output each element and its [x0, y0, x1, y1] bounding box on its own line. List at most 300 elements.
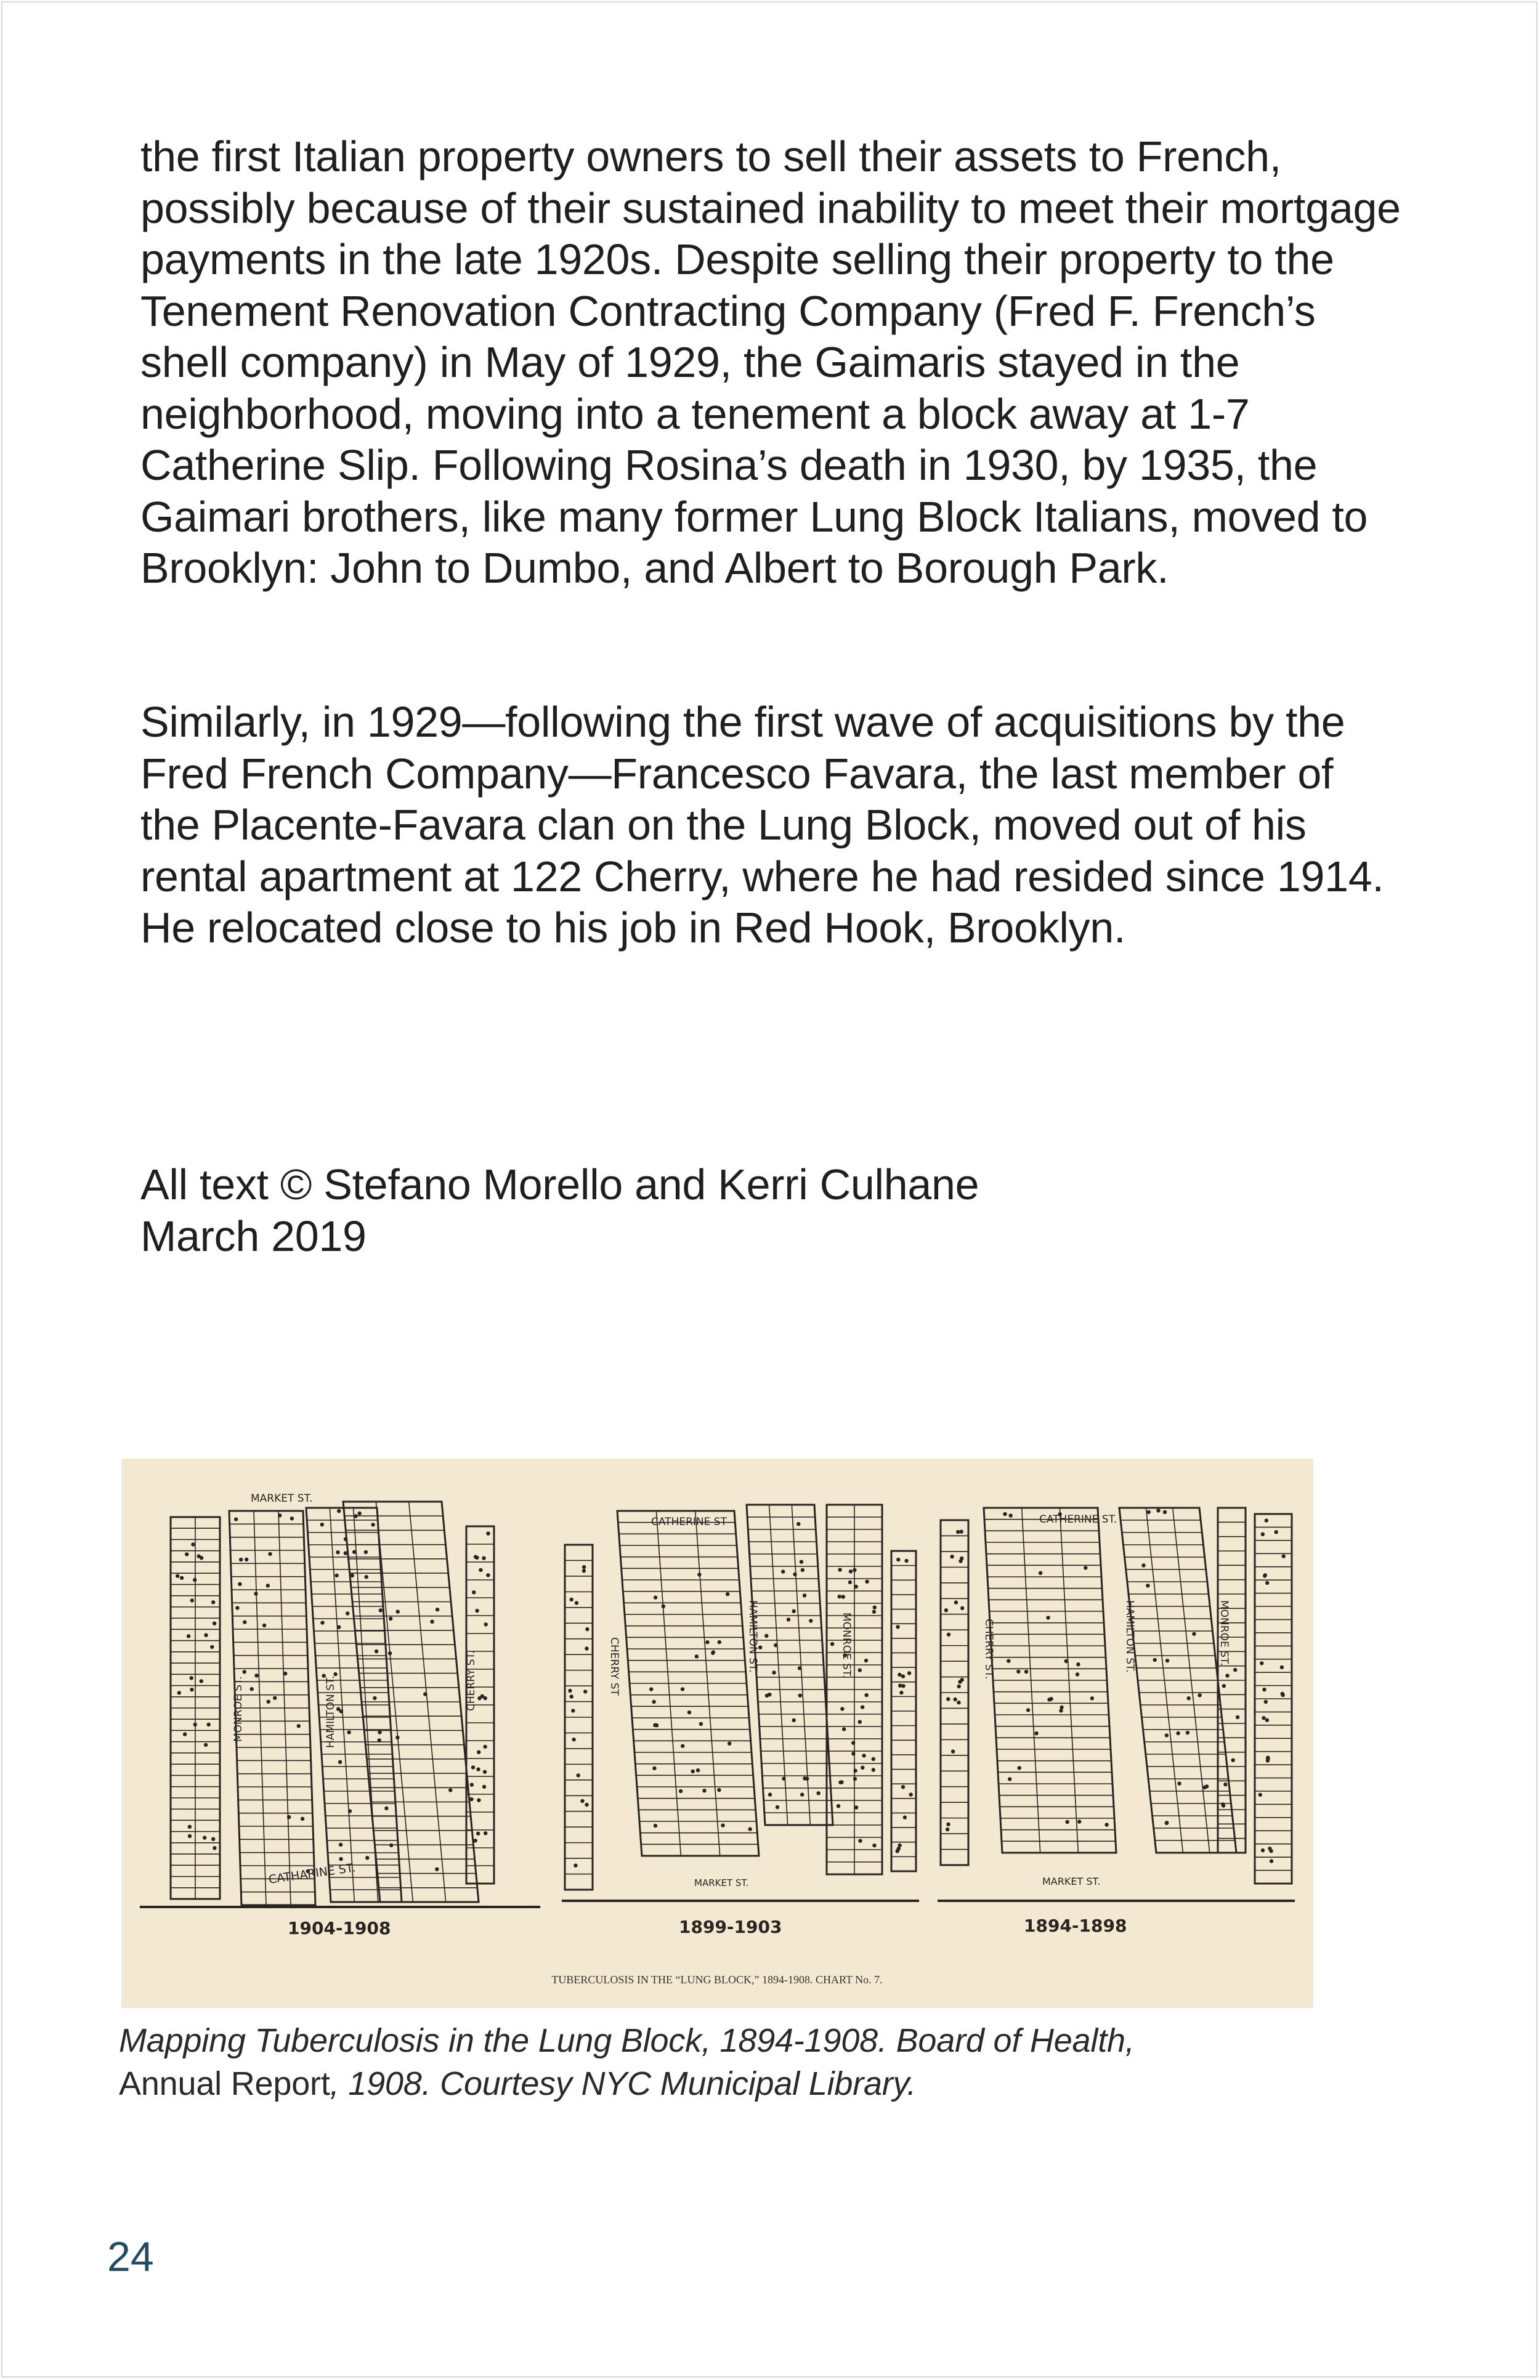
map-tb-case-dot [1266, 1759, 1270, 1762]
map-tb-case-dot [854, 1585, 858, 1589]
map-tb-case-dot [250, 1687, 254, 1691]
map-tb-case-dot [1261, 1848, 1265, 1852]
map-tb-case-dot [1222, 1803, 1225, 1807]
map-tb-case-dot [853, 1568, 856, 1572]
map-tb-case-dot [853, 1777, 857, 1781]
map-tb-case-dot [1007, 1659, 1010, 1662]
map-tb-case-dot [471, 1765, 475, 1769]
map-tb-case-dot [1003, 1512, 1007, 1516]
map-tb-case-dot [211, 1837, 215, 1841]
map-tb-case-dot [1275, 1530, 1278, 1534]
panel-2-street-catherine: CATHERINE ST [651, 1516, 727, 1528]
map-tb-case-dot [958, 1559, 962, 1563]
map-tb-case-dot [352, 1550, 356, 1554]
panel-1-street-hamilton: HAMILTON ST. [325, 1675, 337, 1748]
map-tb-case-dot [338, 1760, 342, 1764]
map-tb-case-dot [1064, 1659, 1068, 1663]
map-tb-case-dot [200, 1679, 203, 1683]
map-tb-case-dot [798, 1666, 801, 1670]
map-tb-case-dot [904, 1559, 908, 1563]
map-tb-case-dot [849, 1569, 853, 1573]
map-tb-case-dot [477, 1799, 480, 1802]
caption-title: Mapping Tuberculosis in the Lung Block, 1894-1908. Board of Health, [119, 2022, 1135, 2059]
map-tb-case-dot [347, 1730, 351, 1734]
map-tb-case-dot [1258, 1793, 1262, 1797]
map-tb-case-dot [190, 1598, 194, 1602]
panel-3-street-market: MARKET ST. [1042, 1876, 1101, 1887]
map-tb-case-dot [862, 1754, 865, 1757]
map-tb-case-dot [472, 1590, 476, 1594]
map-tb-case-dot [188, 1834, 192, 1838]
map-tb-case-dot [1034, 1731, 1038, 1735]
map-tb-case-dot [213, 1846, 216, 1850]
map-tb-case-dot [1269, 1849, 1273, 1853]
panel-2-period-label: 1899-1903 [679, 1917, 782, 1937]
map-tb-case-dot [865, 1693, 869, 1697]
map-tb-case-dot [375, 1649, 378, 1653]
map-tb-case-dot [193, 1578, 197, 1582]
map-tb-case-dot [1141, 1563, 1145, 1567]
map-tb-case-dot [960, 1678, 964, 1682]
map-tb-case-dot [243, 1620, 246, 1624]
map-tb-case-dot [872, 1844, 876, 1847]
map-tb-case-dot [721, 1823, 724, 1827]
map-tb-case-dot [711, 1651, 715, 1655]
map-tb-case-dot [796, 1522, 800, 1526]
map-tb-case-dot [873, 1606, 877, 1609]
map-tb-case-dot [336, 1550, 339, 1554]
map-tb-case-dot [858, 1720, 862, 1723]
map-tb-case-dot [573, 1864, 577, 1868]
map-tb-case-dot [176, 1574, 179, 1578]
map-tb-case-dot [486, 1573, 490, 1577]
map-tb-case-dot [1090, 1696, 1094, 1700]
map-tb-case-dot [793, 1572, 796, 1576]
map-tb-case-dot [1026, 1708, 1030, 1712]
map-tb-case-dot [776, 1805, 779, 1809]
map-tb-case-dot [482, 1785, 486, 1789]
map-tb-case-dot [717, 1788, 721, 1792]
map-tb-case-dot [841, 1595, 845, 1598]
map-tb-case-dot [193, 1723, 197, 1726]
map-tb-case-dot [654, 1595, 657, 1599]
map-tb-case-dot [1281, 1692, 1284, 1696]
map-tb-case-dot [842, 1727, 846, 1731]
map-tb-case-dot [190, 1688, 193, 1691]
map-tb-case-dot [185, 1552, 188, 1556]
credit-authors: All text © Stefano Morello and Kerri Culhane [140, 1160, 979, 1208]
map-tb-case-dot [1236, 1715, 1239, 1719]
map-tb-case-dot [207, 1723, 211, 1726]
map-tb-case-dot [582, 1565, 586, 1569]
map-tb-case-dot [898, 1673, 901, 1677]
map-tb-case-dot [792, 1609, 796, 1613]
map-tb-case-dot [1177, 1781, 1181, 1785]
map-tb-case-dot [183, 1732, 187, 1736]
map-tb-case-dot [1222, 1684, 1226, 1688]
map-tb-case-dot [1147, 1510, 1151, 1514]
map-tb-case-dot [782, 1777, 785, 1781]
map-tb-case-dot [1265, 1581, 1269, 1585]
map-tb-case-dot [268, 1552, 272, 1556]
map-tb-case-dot [1265, 1518, 1268, 1522]
map-tb-case-dot [430, 1620, 434, 1624]
panel-3-street-catherine: CATHERINE ST. [1039, 1513, 1117, 1526]
map-tb-case-dot [358, 1512, 362, 1515]
panel-2-street-monroe: MONROE ST. [840, 1613, 853, 1678]
map-tb-case-dot [1280, 1666, 1284, 1669]
map-tb-case-dot [1225, 1674, 1229, 1677]
map-tb-case-dot [585, 1627, 589, 1631]
map-tb-case-dot [654, 1824, 657, 1827]
map-tb-case-dot [448, 1788, 452, 1792]
map-tb-case-dot [1039, 1571, 1042, 1575]
map-tb-case-dot [476, 1832, 480, 1836]
map-tb-case-dot [337, 1625, 341, 1629]
map-tb-case-dot [901, 1674, 905, 1678]
map-tb-case-dot [585, 1646, 588, 1650]
map-tb-case-dot [687, 1710, 691, 1714]
map-tb-case-dot [290, 1516, 294, 1520]
map-tb-case-dot [1231, 1759, 1235, 1762]
map-tb-case-dot [944, 1608, 948, 1612]
panel-3-period-label: 1894-1898 [1024, 1916, 1127, 1936]
map-tb-case-dot [373, 1696, 376, 1700]
map-tb-case-dot [1260, 1661, 1263, 1665]
map-tb-case-dot [570, 1694, 573, 1698]
map-tb-case-dot [705, 1640, 709, 1644]
map-tb-case-dot [469, 1797, 473, 1801]
map-tb-case-dot [1008, 1777, 1011, 1781]
map-tb-case-dot [1198, 1693, 1201, 1697]
map-tb-case-dot [1262, 1688, 1266, 1691]
map-tb-case-dot [582, 1569, 586, 1572]
map-tb-case-dot [379, 1608, 383, 1612]
map-tb-case-dot [1163, 1510, 1167, 1514]
map-tb-case-dot [210, 1645, 214, 1649]
map-tb-case-dot [339, 1857, 342, 1861]
map-tb-case-dot [344, 1537, 347, 1541]
map-tb-case-dot [267, 1700, 270, 1704]
map-tb-case-dot [960, 1530, 963, 1534]
map-tb-case-dot [954, 1600, 958, 1604]
map-tb-case-dot [861, 1766, 864, 1770]
map-tb-case-dot [1009, 1513, 1013, 1517]
map-tb-case-dot [371, 1523, 375, 1526]
map-tb-case-dot [1016, 1670, 1020, 1674]
map-tb-case-dot [768, 1693, 771, 1696]
map-tb-case-dot [580, 1799, 584, 1803]
map-tb-case-dot [903, 1815, 907, 1819]
map-tb-case-dot [389, 1617, 392, 1621]
map-tb-case-dot [245, 1558, 248, 1561]
map-tb-case-dot [483, 1745, 487, 1749]
map-tb-case-dot [699, 1722, 703, 1726]
map-tb-case-dot [1024, 1670, 1028, 1674]
map-tb-case-dot [583, 1690, 587, 1693]
map-tb-case-dot [470, 1783, 474, 1786]
map-tb-case-dot [1076, 1672, 1079, 1676]
map-tb-case-dot [896, 1558, 900, 1561]
map-tb-case-dot [957, 1701, 960, 1704]
map-tb-case-dot [801, 1568, 804, 1572]
map-tb-case-dot [365, 1856, 369, 1860]
map-tb-case-dot [243, 1670, 246, 1674]
map-tb-case-dot [486, 1532, 490, 1536]
map-tb-case-dot [851, 1752, 855, 1755]
map-tb-case-dot [768, 1792, 772, 1796]
map-tb-case-dot [652, 1767, 656, 1770]
panel-1-street-monroe: MONROE ST. [232, 1676, 245, 1742]
map-tb-case-dot [1261, 1532, 1265, 1536]
map-tb-case-dot [283, 1672, 287, 1675]
map-tb-case-dot [190, 1676, 193, 1680]
map-tb-case-dot [301, 1817, 304, 1821]
panel-3-street-cherry: CHERRY ST. [983, 1619, 995, 1680]
map-tb-case-dot [861, 1705, 864, 1709]
map-tb-case-dot [348, 1809, 352, 1813]
map-tb-case-dot [697, 1572, 701, 1576]
panel-3-street-monroe: MONROE ST. [1218, 1600, 1230, 1666]
map-tb-case-dot [679, 1789, 683, 1793]
map-tb-case-dot [696, 1768, 700, 1772]
map-tb-case-dot [204, 1743, 208, 1747]
map-tb-case-dot [1084, 1566, 1087, 1569]
map-tb-case-dot [235, 1606, 239, 1609]
map-tb-case-dot [473, 1839, 477, 1842]
map-tb-case-dot [1059, 1709, 1063, 1712]
map-tb-case-dot [187, 1634, 190, 1638]
map-tb-case-dot [864, 1659, 868, 1662]
map-tb-case-dot [805, 1777, 809, 1781]
map-tb-case-dot [364, 1550, 368, 1554]
map-tb-case-dot [695, 1654, 699, 1658]
map-tb-case-dot [378, 1730, 381, 1734]
chart-title: TUBERCULOSIS IN THE “LUNG BLOCK,” 1894-1908. CHART No. 7. [551, 1973, 883, 1986]
map-tb-case-dot [1065, 1820, 1069, 1824]
map-tb-case-dot [234, 1517, 238, 1521]
map-tb-case-dot [200, 1556, 203, 1560]
caption-publication: Annual Report [119, 2065, 330, 2102]
map-tb-case-dot [800, 1792, 804, 1796]
map-tb-case-dot [577, 1773, 580, 1777]
map-tb-case-dot [238, 1582, 241, 1586]
map-tb-case-dot [204, 1633, 208, 1637]
map-tb-case-dot [957, 1685, 961, 1688]
map-tb-case-dot [1262, 1716, 1265, 1720]
map-tb-case-dot [262, 1624, 266, 1627]
panel-2-street-hamilton: HAMILTON ST. [747, 1600, 759, 1673]
map-tb-case-dot [781, 1569, 785, 1573]
map-tb-case-dot [649, 1687, 653, 1691]
panel-1-street-catharine: CATHARINE ST. [267, 1861, 357, 1887]
map-tb-case-dot [585, 1803, 588, 1807]
map-tb-case-dot [901, 1684, 905, 1688]
map-tb-case-dot [389, 1844, 393, 1847]
caption-source: , 1908. Courtesy NYC Municipal Library. [330, 2065, 917, 2102]
map-tb-case-dot [1060, 1706, 1063, 1709]
map-tb-case-dot [865, 1580, 869, 1584]
body-paragraph-2: Similarly, in 1929—following the first wave of acquisitions by the Fred French Company—Francesco Favara, the last member of the Placente-Favara clan on the Lung Block, moved out of his rental apartment at 122 Cherry, where he had resided since 1914. He relocated close to his job in Red Hook, Brooklyn. [140, 698, 1384, 952]
map-tb-case-dot [1263, 1573, 1267, 1577]
map-tb-case-dot [798, 1694, 802, 1698]
map-tb-case-dot [858, 1839, 862, 1843]
map-tb-case-dot [872, 1610, 876, 1614]
map-tb-case-dot [479, 1568, 482, 1572]
panel-1-street-cherry: CHERRY ST. [465, 1650, 477, 1711]
map-tb-case-dot [351, 1574, 354, 1577]
map-tb-case-dot [848, 1581, 852, 1584]
map-tb-case-dot [484, 1622, 488, 1626]
map-tb-case-dot [681, 1687, 684, 1691]
map-tb-case-dot [254, 1592, 257, 1595]
body-paragraph-1: the first Italian property owners to sell their assets to French, possibly because of their sustained inability to meet their mortgage payments in the late 1920s. Despite selling their property to the Tenement Renovation Contracting Company (Fred F. French’s shell company) in May of 1929, the Gaimaris stayed in the neighborhood, moving into a tenement a block away at 1-7 Catherine Slip. Following Rosina’s death in 1930, by 1935, the Gaimari brothers, like many former Lung Block Italians, moved to Brooklyn: John to Dumbo, and Albert to Borough Park. [140, 132, 1401, 592]
map-tb-case-dot [653, 1723, 657, 1727]
map-tb-case-dot [950, 1555, 954, 1558]
map-tb-case-dot [1046, 1616, 1050, 1619]
map-tb-case-dot [718, 1640, 721, 1644]
map-tb-case-dot [951, 1749, 955, 1753]
map-tb-case-dot [1187, 1696, 1191, 1700]
map-tb-case-dot [339, 1843, 342, 1847]
map-tb-case-dot [956, 1530, 960, 1534]
map-tb-case-dot [909, 1792, 913, 1796]
figure-caption [119, 2019, 1412, 2105]
map-tb-case-dot [211, 1600, 215, 1604]
map-tb-case-dot [483, 1770, 487, 1774]
map-tb-case-dot [851, 1741, 855, 1745]
map-tb-case-dot [320, 1621, 324, 1624]
page-number: 24 [107, 2233, 154, 2280]
map-tb-case-dot [203, 1836, 206, 1839]
map-tb-case-dot [691, 1770, 695, 1773]
map-tb-case-dot [774, 1643, 777, 1647]
map-tb-case-dot [901, 1785, 905, 1789]
map-tb-case-dot [1203, 1786, 1207, 1789]
map-tb-case-dot [1223, 1783, 1227, 1786]
map-tb-case-dot [346, 1611, 349, 1615]
map-tb-case-dot [1153, 1658, 1157, 1662]
map-tb-case-dot [388, 1651, 392, 1655]
map-tb-case-dot [907, 1671, 911, 1675]
map-tb-case-dot [1146, 1584, 1149, 1587]
map-tb-case-dot [702, 1789, 706, 1792]
credit-date: March 2019 [140, 1212, 367, 1260]
map-tb-case-dot [960, 1606, 964, 1610]
map-tb-case-dot [727, 1742, 731, 1746]
map-tb-case-dot [817, 1791, 821, 1795]
map-tb-case-dot [947, 1633, 950, 1637]
map-tb-case-dot [1264, 1700, 1268, 1704]
map-tb-case-dot [838, 1568, 841, 1571]
map-tb-case-dot [354, 1514, 358, 1518]
map-tb-case-dot [365, 1575, 368, 1579]
map-tb-case-dot [1047, 1698, 1051, 1701]
map-tb-case-dot [482, 1556, 485, 1560]
map-tb-case-dot [772, 1670, 776, 1674]
panel-2-street-cherry: CHERRY ST [608, 1637, 620, 1696]
map-tb-case-dot [484, 1831, 487, 1835]
map-tb-case-dot [396, 1609, 400, 1613]
map-tb-case-dot [423, 1692, 427, 1696]
map-tb-case-dot [191, 1542, 195, 1546]
map-tb-case-dot [436, 1608, 439, 1611]
panel-1-period-label: 1904-1908 [288, 1918, 391, 1938]
map-tb-case-dot [1192, 1632, 1196, 1636]
map-tb-case-dot [575, 1601, 578, 1605]
map-tb-case-dot [254, 1674, 258, 1677]
map-tb-case-dot [1076, 1662, 1080, 1666]
map-tb-case-dot [946, 1823, 950, 1826]
map-tb-case-dot [726, 1592, 729, 1596]
map-tb-case-dot [1165, 1659, 1169, 1662]
tuberculosis-map-figure [121, 1459, 1313, 2008]
map-tb-case-dot [872, 1768, 875, 1771]
map-tb-case-dot [800, 1560, 803, 1564]
panel-3-street-hamilton: HAMILTON ST. [1124, 1600, 1136, 1673]
map-tb-case-dot [858, 1668, 862, 1672]
map-tb-case-dot [266, 1584, 270, 1587]
map-tb-case-dot [1186, 1731, 1189, 1734]
map-tb-case-dot [652, 1700, 655, 1704]
map-tb-case-dot [1265, 1718, 1269, 1722]
map-tb-case-dot [568, 1689, 572, 1693]
map-tb-case-dot [662, 1605, 665, 1608]
map-tb-case-dot [476, 1767, 480, 1771]
map-tb-case-dot [475, 1556, 479, 1560]
map-tb-case-dot [475, 1609, 479, 1613]
map-tb-case-dot [278, 1513, 282, 1517]
map-tb-case-dot [840, 1707, 844, 1710]
map-tb-case-dot [213, 1622, 216, 1625]
map-tb-case-dot [1176, 1731, 1180, 1735]
map-tb-case-dot [838, 1595, 841, 1598]
map-tb-case-dot [837, 1804, 840, 1808]
map-tb-case-dot [188, 1825, 192, 1829]
map-tb-case-dot [334, 1574, 338, 1577]
map-tb-case-dot [792, 1718, 796, 1722]
map-tb-case-dot [1282, 1554, 1286, 1558]
map-tb-case-dot [748, 1827, 752, 1831]
map-tb-case-dot [787, 1617, 790, 1621]
map-tb-case-dot [896, 1625, 899, 1629]
copyright-credit [140, 1159, 1403, 1262]
map-tb-case-dot [1165, 1821, 1169, 1824]
map-tb-case-dot [953, 1698, 957, 1701]
map-tb-case-dot [273, 1696, 277, 1700]
map-tb-case-dot [809, 1619, 813, 1622]
map-tb-case-dot [899, 1691, 903, 1694]
lung-block-map-image [121, 1459, 1313, 2008]
map-tb-case-dot [830, 1642, 834, 1646]
map-tb-case-dot [344, 1551, 347, 1555]
map-tb-case-dot [480, 1694, 484, 1698]
map-tb-case-dot [435, 1868, 439, 1871]
map-tb-case-dot [1165, 1733, 1169, 1737]
map-tb-case-dot [946, 1697, 950, 1701]
map-tb-case-dot [320, 1523, 324, 1526]
map-tb-case-dot [239, 1558, 243, 1561]
map-tb-case-dot [571, 1709, 575, 1712]
map-tb-case-dot [384, 1807, 388, 1810]
map-tb-case-dot [1233, 1668, 1237, 1672]
map-tb-case-dot [1270, 1859, 1273, 1863]
map-tb-case-dot [838, 1781, 842, 1784]
map-tb-case-dot [287, 1815, 291, 1819]
map-tb-case-dot [177, 1691, 181, 1694]
map-tb-case-dot [337, 1509, 341, 1513]
map-tb-case-dot [1018, 1766, 1021, 1770]
